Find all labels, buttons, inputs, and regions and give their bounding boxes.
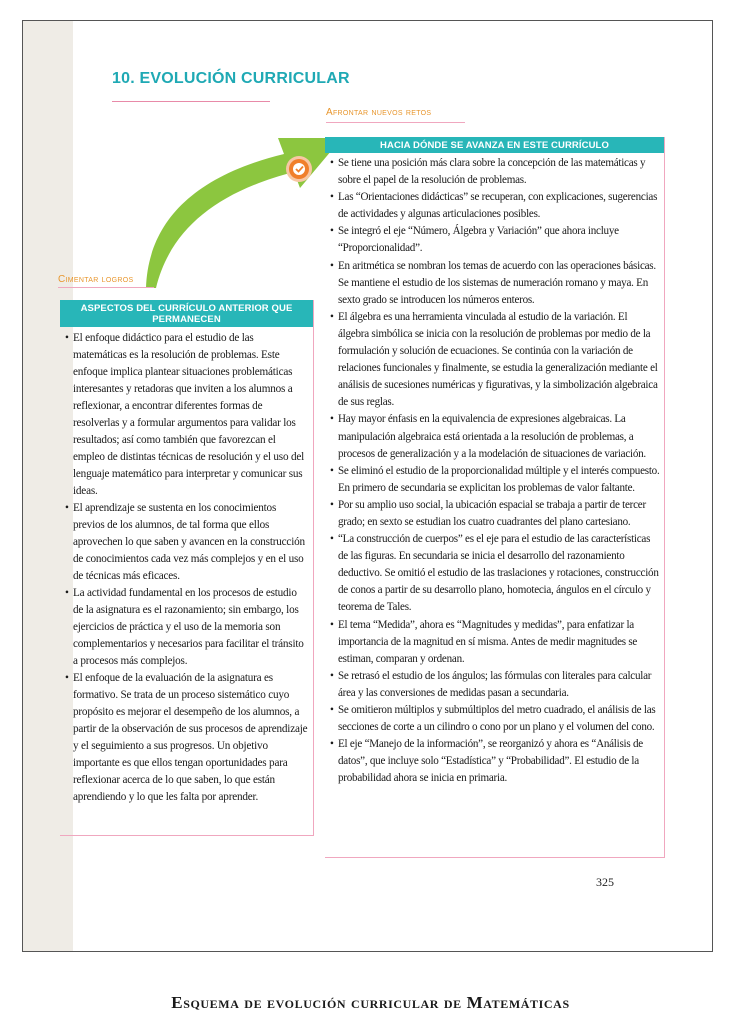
list-item: • El álgebra es una herramienta vinculada al estudio de la variación. El álgebra simbólica se inicia con la resolución de problemas por medio de la formulación y solución de ecuaciones. Se continúa con la variación de relaciones funcionales y finalmente, se estudia la generalización mediante el análisis de sucesiones numéricas y figurativas, y la simbolización algebraica de sus reglas. [330, 309, 660, 412]
list-item: • Se retrasó el estudio de los ángulos; las fórmulas con literales para calcular área y las conversiones de medidas pasan a secundaria. [330, 668, 660, 702]
list-item: • Se omitieron múltiplos y submúltiplos del metro cuadrado, el análisis de las secciones de corte a un cilindro o cono por un plano y el volumen del cono. [330, 702, 660, 736]
box-header-right: HACIA DÓNDE SE AVANZA EN ESTE CURRÍCULO [325, 137, 664, 153]
section-title: 10. EVOLUCIÓN CURRICULAR [112, 70, 350, 87]
label-cimentar-logros: Cimentar logros [58, 274, 134, 285]
list-item: • Por su amplio uso social, la ubicación espacial se trabaja a partir de tercer grado; en sexto se estudian los cuatro cuadrantes del plano cartesiano. [330, 497, 660, 531]
list-item: • La actividad fundamental en los procesos de estudio de la asignatura es el razonamiento; sin embargo, los ejercicios de práctica y el uso de la memoria son complementarios y necesarios para facilitar el tránsito a procesos más complejos. [65, 585, 309, 670]
label-underline-bottom [58, 287, 154, 288]
list-item: • En aritmética se nombran los temas de acuerdo con las operaciones básicas. Se mantiene el estudio de los sistemas de numeración romano y maya. En sexto grado se introducen los números enteros. [330, 258, 660, 309]
list-item: • El enfoque de la evaluación de la asignatura es formativo. Se trata de un proceso sistemático cuyo propósito es mejorar el desempeño de los alumnos, a partir de la observación de sus procesos de aprendizaje y el seguimiento a sus progresos. Un objetivo importante es que ellos tengan oportunidades para reflexionar acerca de lo que saben, lo que están aprendiendo y lo que les falta por aprender. [65, 670, 309, 806]
list-item: • Hay mayor énfasis en la equivalencia de expresiones algebraicas. La manipulación algebraica está orientada a la resolución de problemas, a procesos de generalización y a la modelación de situaciones de variación. [330, 411, 660, 462]
label-afrontar-retos: Afrontar nuevos retos [326, 107, 432, 118]
list-item: • Se eliminó el estudio de la proporcionalidad múltiple y el interés compuesto. En primero de secundaria se explicitan los problemas de valor faltante. [330, 463, 660, 497]
list-right [325, 153, 664, 787]
page-number: 325 [596, 875, 614, 889]
box-hacia-donde-avanza [325, 137, 665, 858]
list-left [60, 327, 313, 806]
list-item: • Las “Orientaciones didácticas” se recuperan, con explicaciones, sugerencias de actividades y algunas articulaciones posibles. [330, 189, 660, 223]
list-item: • Se tiene una posición más clara sobre la concepción de las matemáticas y sobre el papel de la resolución de problemas. [330, 155, 660, 189]
list-item: • El aprendizaje se sustenta en los conocimientos previos de los alumnos, de tal forma que ellos aprovechen lo que saben y avancen en la construcción de conocimientos cada vez más complejos y en el uso de técnicas más eficaces. [65, 500, 309, 585]
label-underline-top [326, 122, 465, 123]
box-aspectos-permanecen [60, 300, 314, 836]
check-badge-icon [286, 156, 312, 182]
list-item: • “La construcción de cuerpos” es el eje para el estudio de las características de las figuras. En secundaria se inicia el desarrollo del razonamiento deductivo. Se omitió el estudio de las traslaciones y rotaciones, construcción de conos a partir de su desarrollo plano, homotecia, ángulos en el círculo y teorema de Tales. [330, 531, 660, 616]
box-header-left: ASPECTOS DEL CURRÍCULO ANTERIOR QUE PERMANECEN [60, 300, 313, 327]
curved-arrow-icon [146, 118, 346, 298]
list-item: • El tema “Medida”, ahora es “Magnitudes y medidas”, para enfatizar la importancia de la magnitud en sí misma. Antes de medir magnitudes se estiman, comparan y ordenan. [330, 617, 660, 668]
title-underline [112, 101, 270, 102]
list-item: • Se integró el eje “Número, Álgebra y Variación” que ahora incluye “Proporcionalidad”. [330, 223, 660, 257]
list-item: • El enfoque didáctico para el estudio de las matemáticas es la resolución de problemas. Este enfoque implica plantear situaciones problemáticas interesantes y retadoras que inviten a los alumnos a reflexionar, a encontrar diferentes formas de resolverlas y a formular argumentos para validar los resultados; así como también que favorezcan el empleo de distintas técnicas de resolución y el uso del lenguaje matemático para interpretar y comunicar sus ideas. [65, 330, 309, 500]
list-item: • El eje “Manejo de la información”, se reorganizó y ahora es “Análisis de datos”, que incluye solo “Estadística” y “Probabilidad”. El estudio de la probabilidad ahora se inicia en primaria. [330, 736, 660, 787]
figure-caption: Esquema de evolución curricular de Matemáticas [171, 993, 570, 1012]
